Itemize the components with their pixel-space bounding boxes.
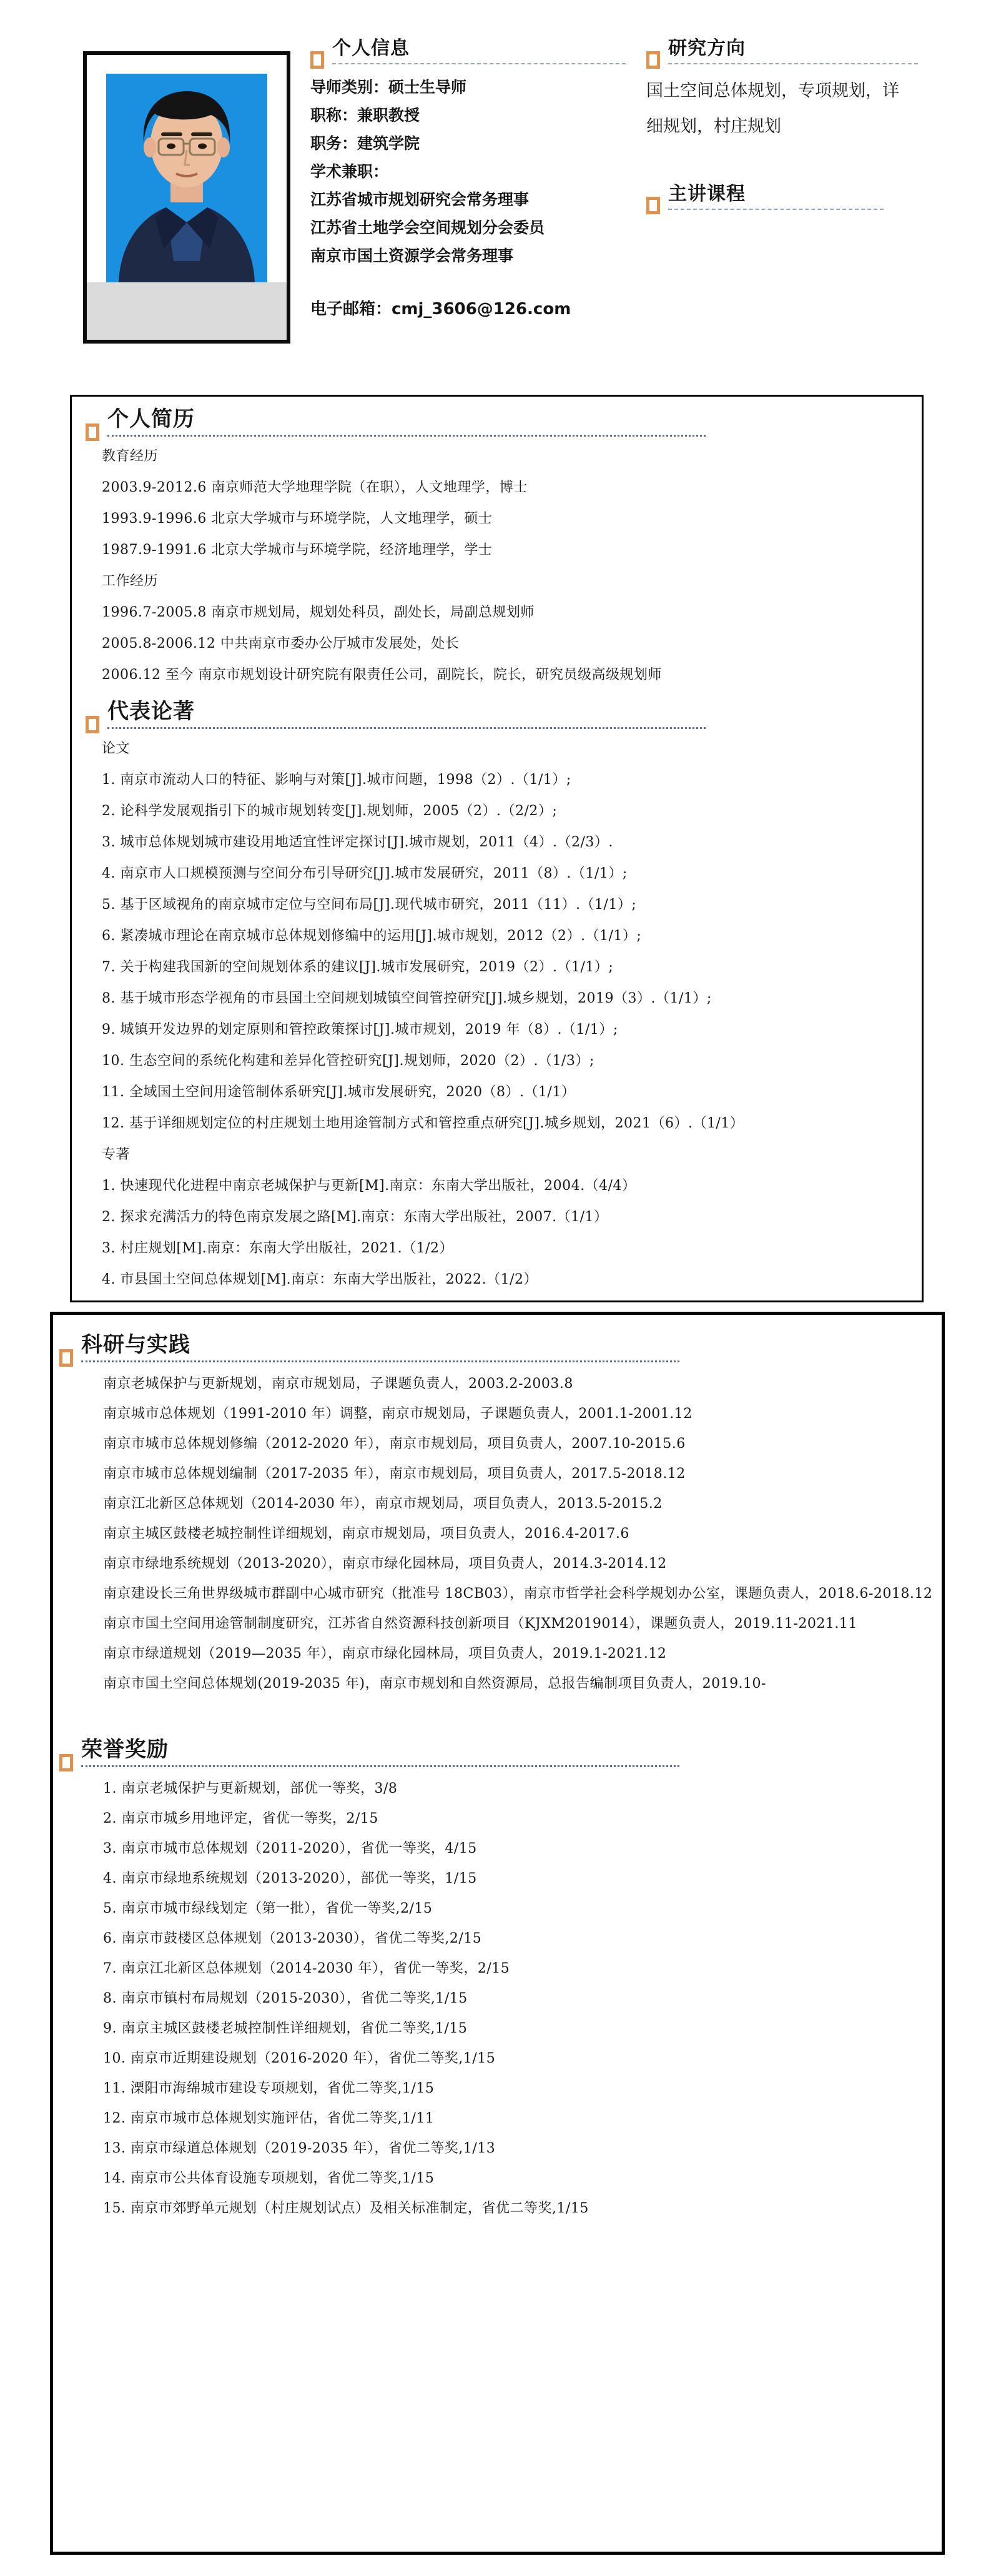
research-direction-text: 国土空间总体规划，专项规划，详细规划，村庄规划 <box>646 81 899 136</box>
books-label: 专著 <box>102 1147 131 1162</box>
paper-item: 10. 生态空间的系统化构建和差异化管控研究[J].规划师，2020（2）.（1/3）; <box>102 1053 594 1069</box>
section-header-practice <box>59 1332 933 1362</box>
practice-item: 南京市国土空间用途管制制度研究，江苏省自然资源科技创新项目（KJXM2019014），课题负责人，2019.11-2021.11 <box>103 1616 857 1632</box>
practice-item: 南京市绿地系统规划（2013-2020），南京市绿化园林局，项目负责人，2014.3-2014.12 <box>103 1556 667 1572</box>
award-item: 13. 南京市绿道总体规划（2019-2035 年），省优二等奖,1/13 <box>103 2141 496 2156</box>
orange-square-icon <box>310 51 324 69</box>
papers-label: 论文 <box>102 741 131 756</box>
dotted-underline <box>107 699 706 729</box>
paper-item: 4. 南京市人口规模预测与空间分布引导研究[J].城市发展研究，2011（8）.（1/1）; <box>102 866 628 881</box>
award-item: 14. 南京市公共体育设施专项规划，省优二等奖,1/15 <box>103 2171 435 2186</box>
award-item: 15. 南京市郊野单元规划（村庄规划试点）及相关标准制定，省优二等奖,1/15 <box>103 2201 589 2216</box>
paper-item: 12. 基于详细规划定位的村庄规划土地用途管制方式和管控重点研究[J].城乡规划，2021（6）.（1/1） <box>102 1116 744 1131</box>
section-title-awards: 荣誉奖励 <box>81 1737 169 1762</box>
award-item: 4. 南京市绿地系统规划（2013-2020），部优一等奖，1/15 <box>103 1871 477 1886</box>
books-list <box>102 1177 899 1289</box>
personal-info-rows <box>310 73 641 270</box>
award-item: 3. 南京市城市总体规划（2011-2020），省优一等奖，4/15 <box>103 1841 477 1856</box>
practice-awards-box <box>50 1312 945 2555</box>
dotted-underline <box>81 1737 679 1767</box>
award-item: 10. 南京市近期建设规划（2016-2020 年），省优二等奖,1/15 <box>103 2051 496 2066</box>
orange-square-icon <box>86 424 99 441</box>
education-list <box>102 479 899 559</box>
work-item: 1996.7-2005.8 南京市规划局，规划处科员，副处长，局副总规划师 <box>102 605 535 620</box>
practice-item: 南京城市总体规划（1991-2010 年）调整，南京市规划局，子课题负责人，2001.1-2001.12 <box>103 1406 693 1422</box>
personal-info-row: 导师类别：硕士生导师 <box>310 78 467 96</box>
section-header-personal-info <box>310 37 641 64</box>
practice-item: 南京建设长三角世界级城市群副中心城市研究（批准号 18CB03），南京市哲学社会科学规划办公室，课题负责人，2018.6-2018.12 <box>103 1586 933 1602</box>
section-header-courses <box>646 183 921 210</box>
practice-item: 南京市城市总体规划编制（2017-2035 年），南京市规划局，项目负责人，2017.5-2018.12 <box>103 1466 686 1482</box>
section-title-publications: 代表论著 <box>107 699 195 724</box>
orange-square-icon <box>59 1754 73 1771</box>
work-item: 2006.12 至今 南京市规划设计研究院有限责任公司，副院长，院长，研究员级高级规划师 <box>102 667 662 683</box>
awards-list <box>76 1780 933 2218</box>
email-text: 电子邮箱：cmj_3606@126.com <box>310 300 571 319</box>
orange-square-icon <box>59 1349 73 1367</box>
dotted-underline <box>81 1332 679 1362</box>
section-title-research-direction: 研究方向 <box>668 37 746 59</box>
papers-list <box>102 771 899 1132</box>
dashed-underline <box>668 37 918 64</box>
practice-item: 南京市国土空间总体规划(2019-2035 年)，南京市规划和自然资源局，总报告编制项目负责人，2019.10- <box>103 1676 766 1692</box>
dashed-underline <box>668 183 884 210</box>
profile-photo <box>83 51 290 344</box>
resume-publications-box <box>70 395 924 1302</box>
award-item: 6. 南京市鼓楼区总体规划（2013-2030），省优二等奖,2/15 <box>103 1931 482 1946</box>
personal-info-row: 职务：建筑学院 <box>310 134 420 152</box>
paper-item: 1. 南京市流动人口的特征、影响与对策[J].城市问题，1998（2）.（1/1）; <box>102 772 571 788</box>
award-item: 11. 溧阳市海绵城市建设专项规划，省优二等奖,1/15 <box>103 2081 435 2096</box>
paper-item: 6. 紧凑城市理论在南京城市总体规划修编中的运用[J].城市规划，2012（2）.（1/1）; <box>102 928 642 944</box>
practice-item: 南京主城区鼓楼老城控制性详细规划，南京市规划局，项目负责人，2016.4-2017.6 <box>103 1526 629 1542</box>
book-item: 3. 村庄规划[M].南京：东南大学出版社，2021.（1/2） <box>102 1241 454 1256</box>
award-item: 1. 南京老城保护与更新规划，部优一等奖，3/8 <box>103 1781 398 1796</box>
right-column <box>646 37 921 219</box>
paper-item: 3. 城市总体规划城市建设用地适宜性评定探讨[J].城市规划，2011（4）.（2/3）. <box>102 835 613 850</box>
orange-square-icon <box>646 197 660 214</box>
paper-item: 8. 基于城市形态学视角的市县国土空间规划城镇空间管控研究[J].城乡规划，2019（3）.（1/1）; <box>102 991 712 1006</box>
personal-info-row: 职称：兼职教授 <box>310 106 420 124</box>
award-item: 2. 南京市城乡用地评定，省优一等奖，2/15 <box>103 1811 378 1826</box>
book-item: 2. 探求充满活力的特色南京发展之路[M].南京：东南大学出版社，2007.（1/1） <box>102 1209 608 1225</box>
personal-info-row: 南京市国土资源学会常务理事 <box>310 247 514 265</box>
dashed-underline <box>332 37 626 64</box>
practice-item: 南京市绿道规划（2019—2035 年），南京市绿化园林局，项目负责人，2019.1-2021.12 <box>103 1646 667 1662</box>
work-item: 2005.8-2006.12 中共南京市委办公厅城市发展处，处长 <box>102 636 460 651</box>
section-title-practice: 科研与实践 <box>81 1332 190 1357</box>
section-header-publications <box>86 699 899 729</box>
section-title-personal-info: 个人信息 <box>332 37 410 59</box>
education-item: 1993.9-1996.6 北京大学城市与环境学院，人文地理学，硕士 <box>102 511 493 527</box>
paper-item: 9. 城镇开发边界的划定原则和管控政策探讨[J].城市规划，2019 年（8）.（1/1）; <box>102 1022 618 1038</box>
person-avatar-icon <box>106 74 267 284</box>
paper-item: 5. 基于区域视角的南京城市定位与空间布局[J].现代城市研究，2011（11）.（1/1）; <box>102 897 637 913</box>
personal-info-row: 学术兼职： <box>310 162 389 181</box>
practice-item: 南京老城保护与更新规划，南京市规划局，子课题负责人，2003.2-2003.8 <box>103 1376 573 1392</box>
personal-info-column <box>310 37 641 319</box>
orange-square-icon <box>86 716 99 733</box>
paper-item: 2. 论科学发展观指引下的城市规划转变[J].规划师，2005（2）.（2/2）; <box>102 803 558 819</box>
personal-info-row: 江苏省土地学会空间规划分会委员 <box>310 219 545 237</box>
paper-item: 11. 全域国土空间用途管制体系研究[J].城市发展研究，2020（8）.（1/1） <box>102 1084 576 1100</box>
practice-item: 南京市城市总体规划修编（2012-2020 年），南京市规划局，项目负责人，2007.10-2015.6 <box>103 1436 686 1452</box>
dotted-underline <box>107 407 706 437</box>
paper-item: 7. 关于构建我国新的空间规划体系的建议[J].城市发展研究，2019（2）.（1/1）; <box>102 959 614 975</box>
award-item: 7. 南京江北新区总体规划（2014-2030 年），省优一等奖，2/15 <box>103 1961 510 1976</box>
personal-info-row: 江苏省城市规划研究会常务理事 <box>310 191 530 209</box>
section-header-research-direction <box>646 37 921 64</box>
profile-photo-background <box>106 74 267 284</box>
award-item: 8. 南京市镇村布局规划（2015-2030），省优二等奖,1/15 <box>103 1991 468 2006</box>
award-item: 5. 南京市城市绿线划定（第一批），省优一等奖,2/15 <box>103 1901 433 1916</box>
orange-square-icon <box>646 51 660 69</box>
work-label: 工作经历 <box>102 573 159 589</box>
practice-item: 南京江北新区总体规划（2014-2030 年），南京市规划局，项目负责人，2013.5-2015.2 <box>103 1496 663 1512</box>
section-header-resume <box>86 407 899 437</box>
award-item: 9. 南京主城区鼓楼老城控制性详细规划，省优二等奖,1/15 <box>103 2021 468 2036</box>
book-item: 1. 快速现代化进程中南京老城保护与更新[M].南京：东南大学出版社，2004.（4/4） <box>102 1178 636 1194</box>
section-title-resume: 个人简历 <box>107 407 195 432</box>
section-header-awards <box>59 1737 933 1767</box>
education-item: 1987.9-1991.6 北京大学城市与环境学院，经济地理学，学士 <box>102 542 493 558</box>
book-item: 4. 市县国土空间总体规划[M].南京：东南大学出版社，2022.（1/2） <box>102 1272 538 1287</box>
work-list <box>102 604 899 684</box>
education-item: 2003.9-2012.6 南京师范大学地理学院（在职），人文地理学，博士 <box>102 480 528 495</box>
section-title-courses: 主讲课程 <box>668 183 746 205</box>
photo-caption-strip <box>87 282 287 340</box>
education-label: 教育经历 <box>102 448 159 464</box>
practice-list <box>76 1375 933 1693</box>
award-item: 12. 南京市城市总体规划实施评估，省优二等奖,1/11 <box>103 2111 435 2126</box>
